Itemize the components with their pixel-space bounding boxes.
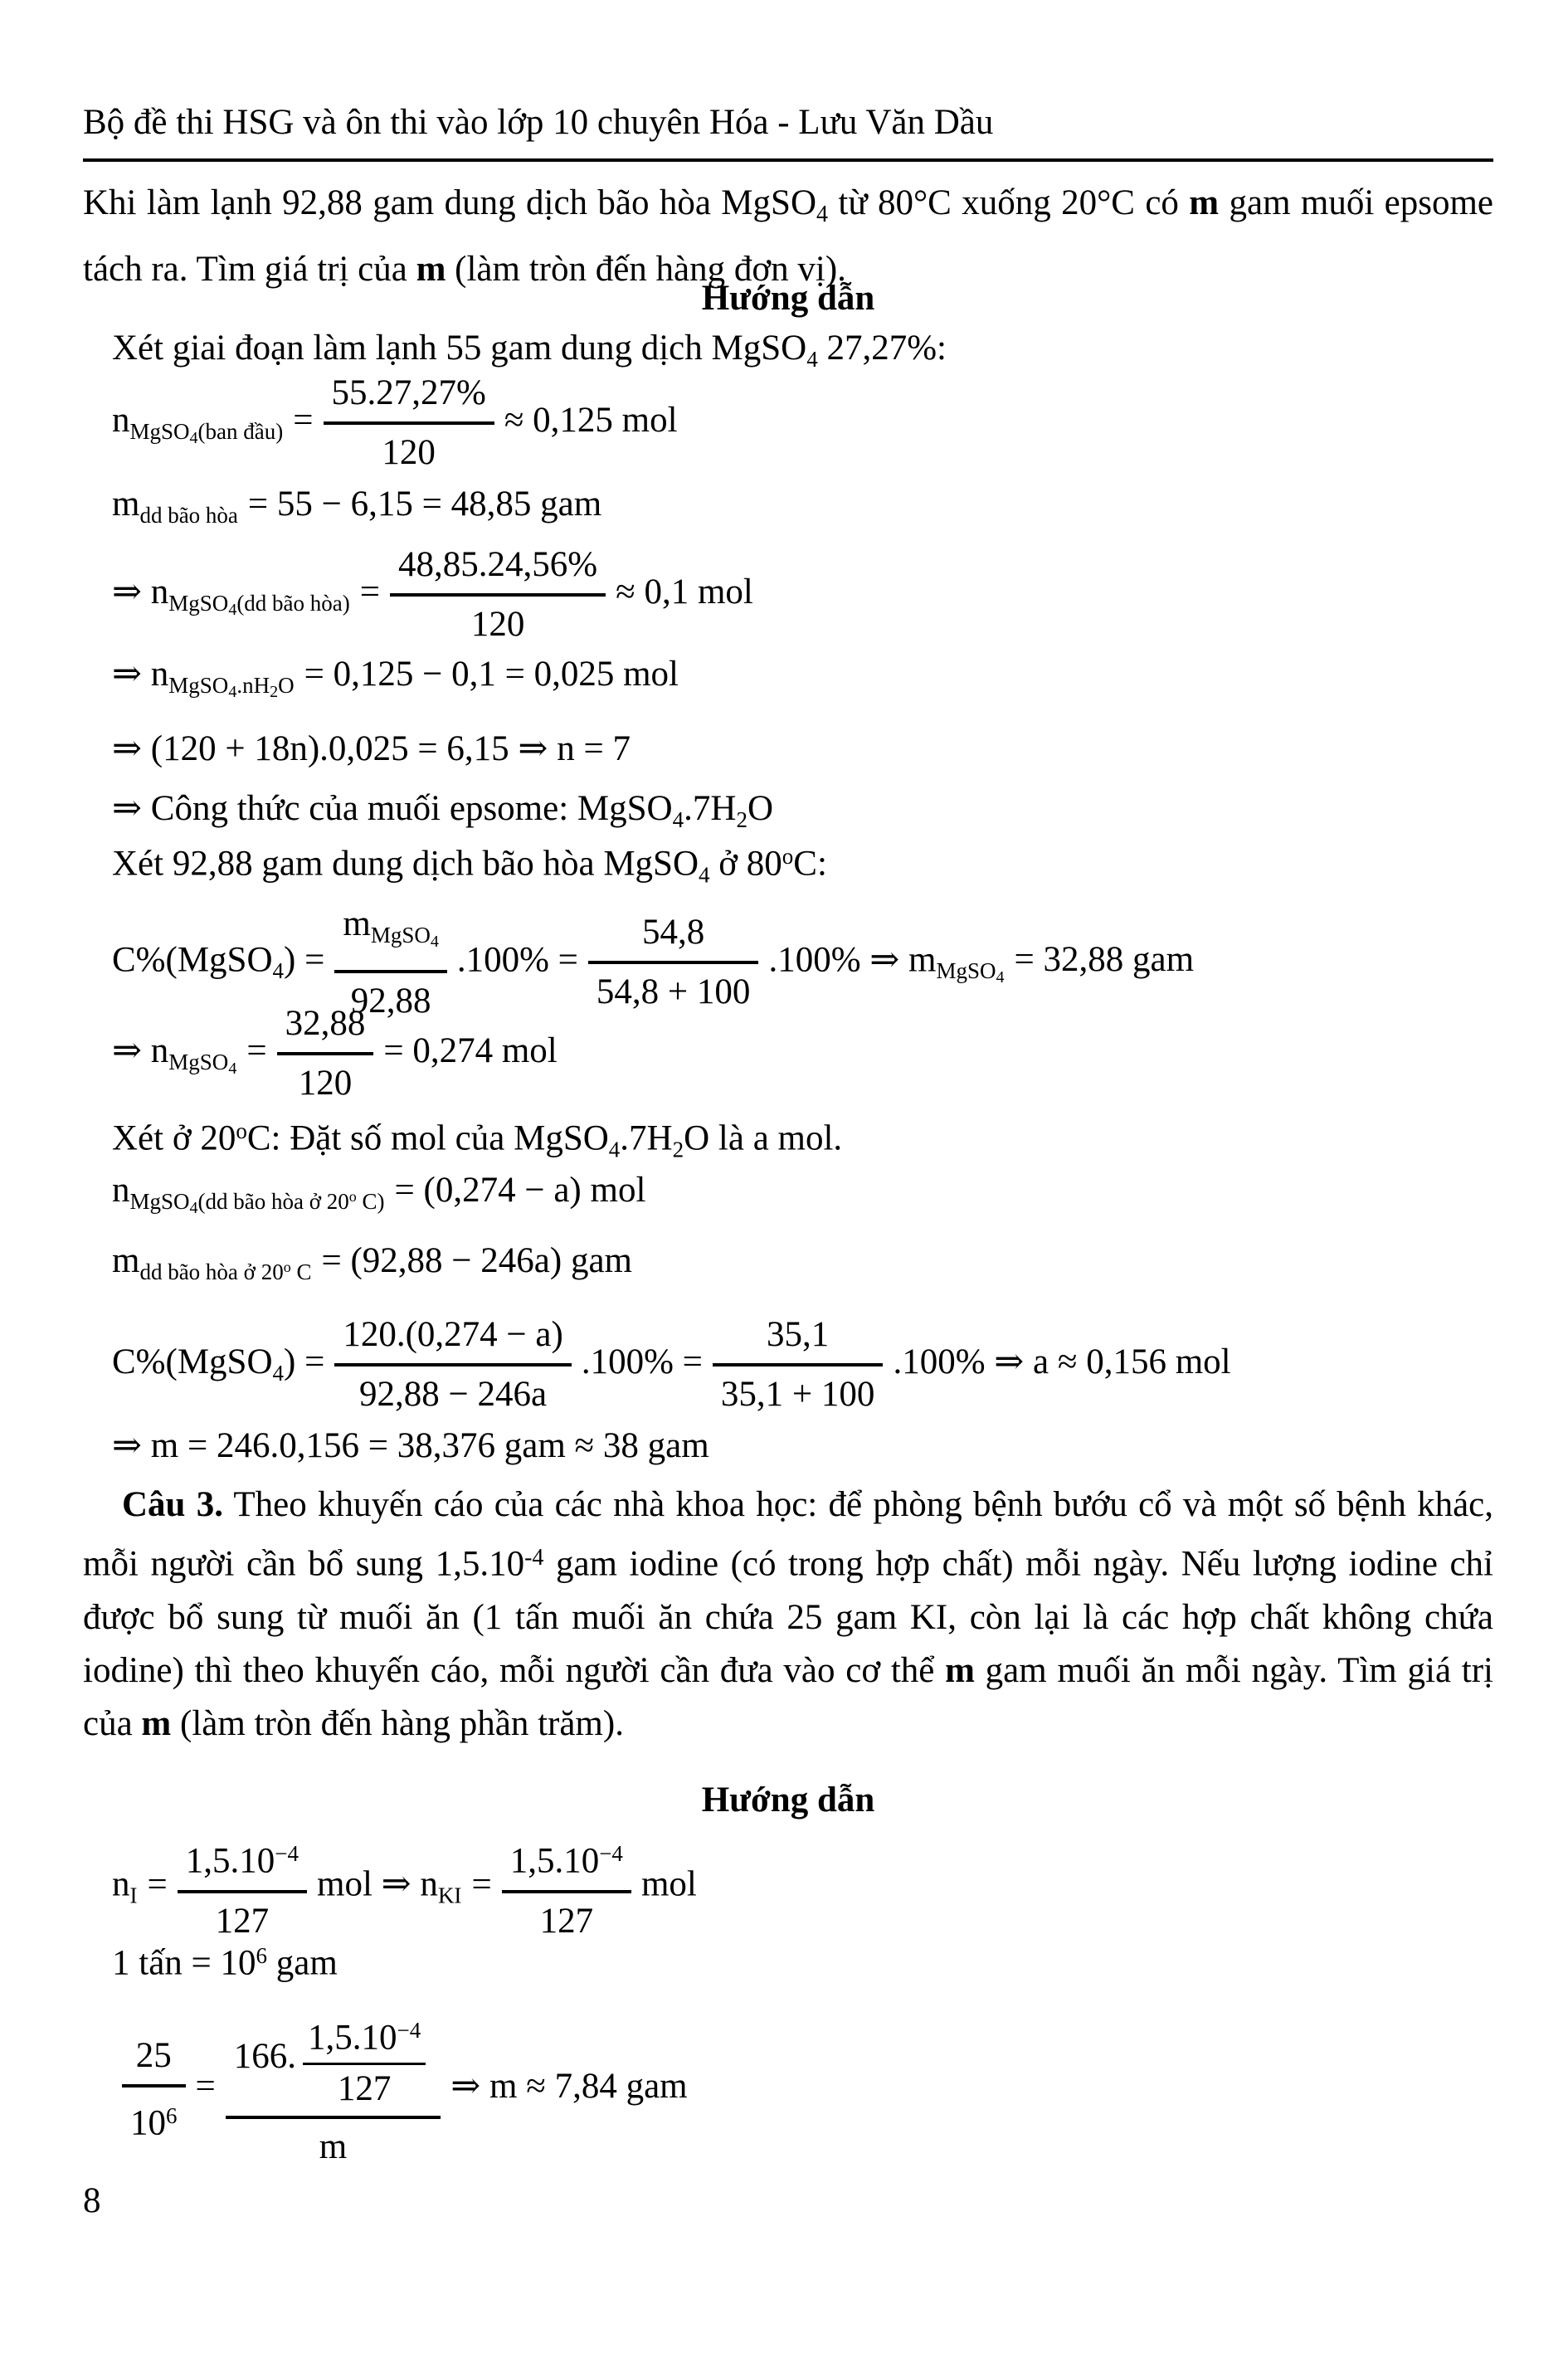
- formula-n-mgso4-saturated: [112, 543, 753, 646]
- text-run: từ 80°C xuống 20°C có: [828, 183, 1190, 222]
- math-result: = 55 − 6,15 = 48,85 gam: [247, 485, 602, 524]
- fraction: [178, 1832, 307, 1943]
- fraction-numerator: [226, 2010, 441, 2116]
- equals-sign: =: [293, 400, 314, 440]
- math-variable: n: [112, 400, 130, 440]
- text-run: ở 80: [709, 844, 782, 884]
- fraction-denominator: 127: [502, 1890, 631, 1943]
- header-title: Bộ đề thi HSG và ôn thi vào lớp 10 chuyên Hóa - Lưu Văn Dầu: [83, 103, 994, 142]
- text-run: Xét giai đoạn làm lạnh 55 gam dung dịch MgSO: [112, 329, 807, 368]
- chem-subscript: 4: [806, 346, 818, 372]
- degree-superscript: o: [236, 1118, 247, 1143]
- text-run: O là a mol.: [684, 1118, 843, 1158]
- math-result: ⇒ m ≈ 7,84 gam: [450, 2067, 688, 2107]
- exponent-superscript: 6: [256, 1943, 268, 1968]
- text-run: .7H: [620, 1118, 673, 1158]
- math-subscript: [139, 1259, 311, 1284]
- text-run: 1,5.10: [509, 1841, 600, 1881]
- text-run: .100% ⇒ m: [768, 940, 937, 980]
- text-run: 166.: [233, 2037, 297, 2077]
- math-variable: ⇒ n: [112, 655, 169, 694]
- text-run: 27,27%:: [817, 329, 947, 368]
- bold-variable-m: m: [1189, 183, 1220, 222]
- text-run: MgSO: [168, 672, 229, 698]
- text-run: gam: [267, 1943, 338, 1983]
- text-run: MgSO: [129, 418, 190, 444]
- formula-n-mgso4-20c: [112, 1166, 645, 1233]
- text-run: .100% =: [456, 940, 578, 980]
- text-run: C): [356, 1188, 385, 1214]
- fraction-numerator: 54,8: [642, 913, 705, 952]
- math-variable: n: [112, 1171, 130, 1210]
- text-run: O: [278, 672, 295, 698]
- exponent-superscript: -4: [524, 1545, 544, 1571]
- chem-subscript: 4: [228, 600, 237, 619]
- math-variable: m: [112, 485, 140, 524]
- problem-label: Câu 3.: [122, 1485, 223, 1524]
- fraction-denominator: m: [226, 2116, 441, 2169]
- text-run: gam muối ăn mỗi ngày. Tìm giá trị của: [83, 1650, 1494, 1743]
- math-subscript: [129, 418, 284, 447]
- fraction-denominator: [122, 2084, 186, 2146]
- chem-subscript: 2: [736, 806, 747, 832]
- fraction-numerator: 120.(0,274 − a): [343, 1315, 563, 1354]
- text-run: C: [290, 1259, 312, 1284]
- solution-step3-text: [112, 1106, 842, 1174]
- text-run: 1 tấn = 10: [112, 1943, 256, 1983]
- chem-subscript: 4: [608, 1137, 621, 1162]
- bold-variable-m: m: [945, 1650, 975, 1690]
- solution-step2-text: [112, 831, 827, 899]
- text-run: ⇒ Công thức của muối epsome: MgSO: [112, 789, 673, 828]
- text-run: .nH: [236, 672, 270, 698]
- formula-ton-conversion: [112, 1931, 338, 1989]
- exponent-superscript: −4: [397, 2018, 421, 2043]
- equals-sign: =: [471, 1864, 492, 1904]
- fraction: [588, 911, 759, 1014]
- text-run: Xét 92,88 gam dung dịch bão hòa MgSO: [112, 844, 699, 884]
- math-variable: n: [112, 1864, 130, 1904]
- text-run: MgSO: [168, 1049, 229, 1074]
- chem-subscript: 2: [672, 1137, 684, 1162]
- chem-subscript: 4: [430, 932, 439, 951]
- text-run: gam muối epsome tách ra. Tìm giá trị của: [83, 183, 1494, 290]
- text-run: 10: [130, 2103, 166, 2142]
- fraction: [277, 1002, 374, 1105]
- text-run: (làm tròn đến hàng phần trăm).: [171, 1703, 624, 1743]
- math-subscript: KI: [437, 1883, 462, 1908]
- math-subscript: [168, 590, 350, 619]
- formula-hydrate-n-value: ⇒ (120 + 18n).0,025 = 6,15 ⇒ n = 7: [112, 729, 631, 768]
- text-run: MgSO: [936, 958, 996, 984]
- text-run: C: Đặt số mol của MgSO: [246, 1118, 609, 1158]
- text-run: 1,5.10: [185, 1841, 275, 1881]
- fraction: [390, 543, 606, 646]
- text-run: 1,5.10: [308, 2018, 397, 2058]
- math-variable: m: [112, 1241, 140, 1280]
- chem-subscript: 4: [189, 428, 198, 447]
- text-run: (làm tròn đến hàng đơn vị).: [446, 250, 846, 290]
- chem-subscript: 4: [996, 968, 1005, 987]
- text-run: Khi làm lạnh 92,88 gam dung dịch bão hòa MgSO: [83, 183, 816, 222]
- problem3-statement: [83, 1479, 1493, 1751]
- exponent-superscript: 6: [166, 2102, 178, 2128]
- math-result: = (0,274 − a) mol: [394, 1171, 646, 1210]
- header-divider-rule: [83, 158, 1493, 162]
- equals-sign: ) =: [284, 1342, 325, 1381]
- fraction: [502, 1832, 631, 1943]
- text-run: C:: [793, 844, 827, 884]
- math-result: = 32,88 gam: [1014, 940, 1195, 980]
- chem-subscript: 4: [672, 806, 684, 832]
- chem-subscript: 4: [699, 862, 710, 888]
- fraction: [122, 2034, 186, 2146]
- text-run: (ban đầu): [197, 418, 284, 444]
- fraction-numerator: [334, 903, 446, 970]
- equals-sign: =: [147, 1864, 168, 1904]
- text-run: mol ⇒ n: [317, 1864, 438, 1904]
- fraction-denominator: 92,88: [334, 970, 446, 1023]
- text-run: gam iodine (có trong hợp chất) mỗi ngày. Nếu lượng iodine chỉ được bổ sung từ muối ăn (1 tấn muối ăn chứa 25 gam KI, còn lại là các hợp chất không chứa iodine) thì theo khuyến cáo, mỗi người cần đưa vào cơ thể: [83, 1544, 1494, 1690]
- fraction-denominator: 120: [277, 1052, 374, 1105]
- fraction-numerator: 48,85.24,56%: [398, 545, 598, 584]
- page-number: 8: [83, 2181, 101, 2220]
- text-run: .100% =: [581, 1342, 703, 1381]
- chem-subscript: 4: [228, 682, 237, 701]
- equals-sign: =: [195, 2067, 216, 2107]
- bold-variable-m: m: [416, 250, 446, 290]
- math-variable: ⇒ n: [112, 572, 169, 611]
- math-subscript: dd bão hòa: [139, 502, 238, 528]
- fraction-denominator: 35,1 + 100: [713, 1363, 884, 1416]
- fraction-numerator: [178, 1832, 307, 1890]
- text-run: MgSO: [370, 922, 431, 948]
- formula-n-mgso4-initial: [112, 372, 678, 475]
- fraction-denominator: 54,8 + 100: [588, 961, 759, 1014]
- fraction-denominator: 127: [303, 2063, 426, 2109]
- fraction-numerator: 35,1: [767, 1315, 830, 1354]
- fraction-denominator: 120: [390, 593, 606, 646]
- fraction-numerator: 32,88: [285, 1004, 366, 1043]
- bold-variable-m: m: [141, 1703, 172, 1743]
- degree-superscript: o: [283, 1258, 291, 1275]
- equals-sign: ) =: [284, 940, 325, 980]
- math-variable: ⇒ n: [112, 1030, 169, 1070]
- math-result: ≈ 0,1 mol: [616, 572, 753, 611]
- text-run: .7H: [684, 789, 737, 828]
- nested-fraction: [303, 2010, 426, 2109]
- exponent-superscript: −4: [599, 1841, 623, 1866]
- fraction: [226, 2010, 441, 2169]
- fraction-numerator: 25: [135, 2035, 172, 2075]
- math-subscript: [168, 1049, 237, 1078]
- text-run: Theo khuyến cáo của các nhà khoa học: để phòng bệnh bướu cổ và một số bệnh khác, mỗi người cần bổ sung 1,5.10: [83, 1485, 1494, 1584]
- chem-subscript: 4: [272, 958, 285, 984]
- degree-superscript: o: [348, 1187, 357, 1205]
- math-result: = 0,274 mol: [383, 1030, 558, 1070]
- equals-sign: =: [359, 572, 381, 611]
- math-unit: mol: [640, 1864, 697, 1904]
- text-run: C%(MgSO: [112, 940, 273, 980]
- fraction: [334, 1313, 571, 1416]
- chem-subscript: 4: [228, 1059, 237, 1078]
- fraction-numerator: 55.27,27%: [331, 373, 486, 412]
- solution-guide-heading: Hướng dẫn: [701, 1781, 875, 1820]
- fraction-denominator: 92,88 − 246a: [334, 1363, 571, 1416]
- fraction-denominator: 127: [178, 1890, 307, 1943]
- degree-superscript: o: [782, 844, 794, 869]
- exponent-superscript: −4: [275, 1841, 299, 1866]
- formula-n-hydrate: [112, 650, 679, 717]
- formula-m-saturated: [112, 480, 601, 540]
- fraction-numerator: [303, 2010, 426, 2063]
- math-subscript: I: [129, 1883, 138, 1908]
- text-run: MgSO: [129, 1188, 190, 1214]
- math-subscript: [936, 958, 1005, 987]
- formula-m-dd-20c: [112, 1236, 632, 1297]
- math-result: ≈ 0,125 mol: [504, 400, 678, 440]
- fraction: [713, 1313, 884, 1416]
- solution-guide-heading: Hướng dẫn: [701, 279, 875, 318]
- formula-n-iodine: [112, 1832, 697, 1943]
- chem-subscript: 4: [272, 1360, 285, 1386]
- formula-m-result: ⇒ m = 246.0,156 = 38,376 gam ≈ 38 gam: [112, 1426, 709, 1465]
- text-run: MgSO: [168, 590, 229, 616]
- math-subscript: [168, 672, 295, 701]
- chem-subscript: 4: [816, 202, 828, 228]
- text-run: C%(MgSO: [112, 1342, 273, 1381]
- chem-subscript: 4: [189, 1198, 198, 1217]
- math-result: = (92,88 − 246a) gam: [321, 1241, 632, 1280]
- equals-sign: =: [246, 1030, 267, 1070]
- text-run: dd bão hòa ở 20: [139, 1259, 284, 1284]
- math-variable: m: [343, 904, 371, 943]
- formula-n-mgso4-total: [112, 1002, 558, 1105]
- math-subscript: [129, 1187, 385, 1217]
- text-run: Xét ở 20: [112, 1118, 236, 1158]
- math-result: .100% ⇒ a ≈ 0,156 mol: [893, 1342, 1231, 1381]
- chem-subscript: 2: [270, 682, 279, 701]
- fraction-numerator: [502, 1832, 631, 1890]
- fraction-denominator: 120: [324, 421, 494, 475]
- formula-salt-mass-result: [112, 2010, 688, 2169]
- fraction: [324, 372, 494, 475]
- text-run: (dd bão hòa ở 20: [197, 1188, 349, 1214]
- text-run: O: [747, 789, 773, 828]
- formula-c-percent-20c: [112, 1313, 1231, 1416]
- text-run: (dd bão hòa): [236, 590, 350, 616]
- math-subscript: [370, 922, 439, 951]
- math-result: = 0,125 − 0,1 = 0,025 mol: [304, 655, 679, 694]
